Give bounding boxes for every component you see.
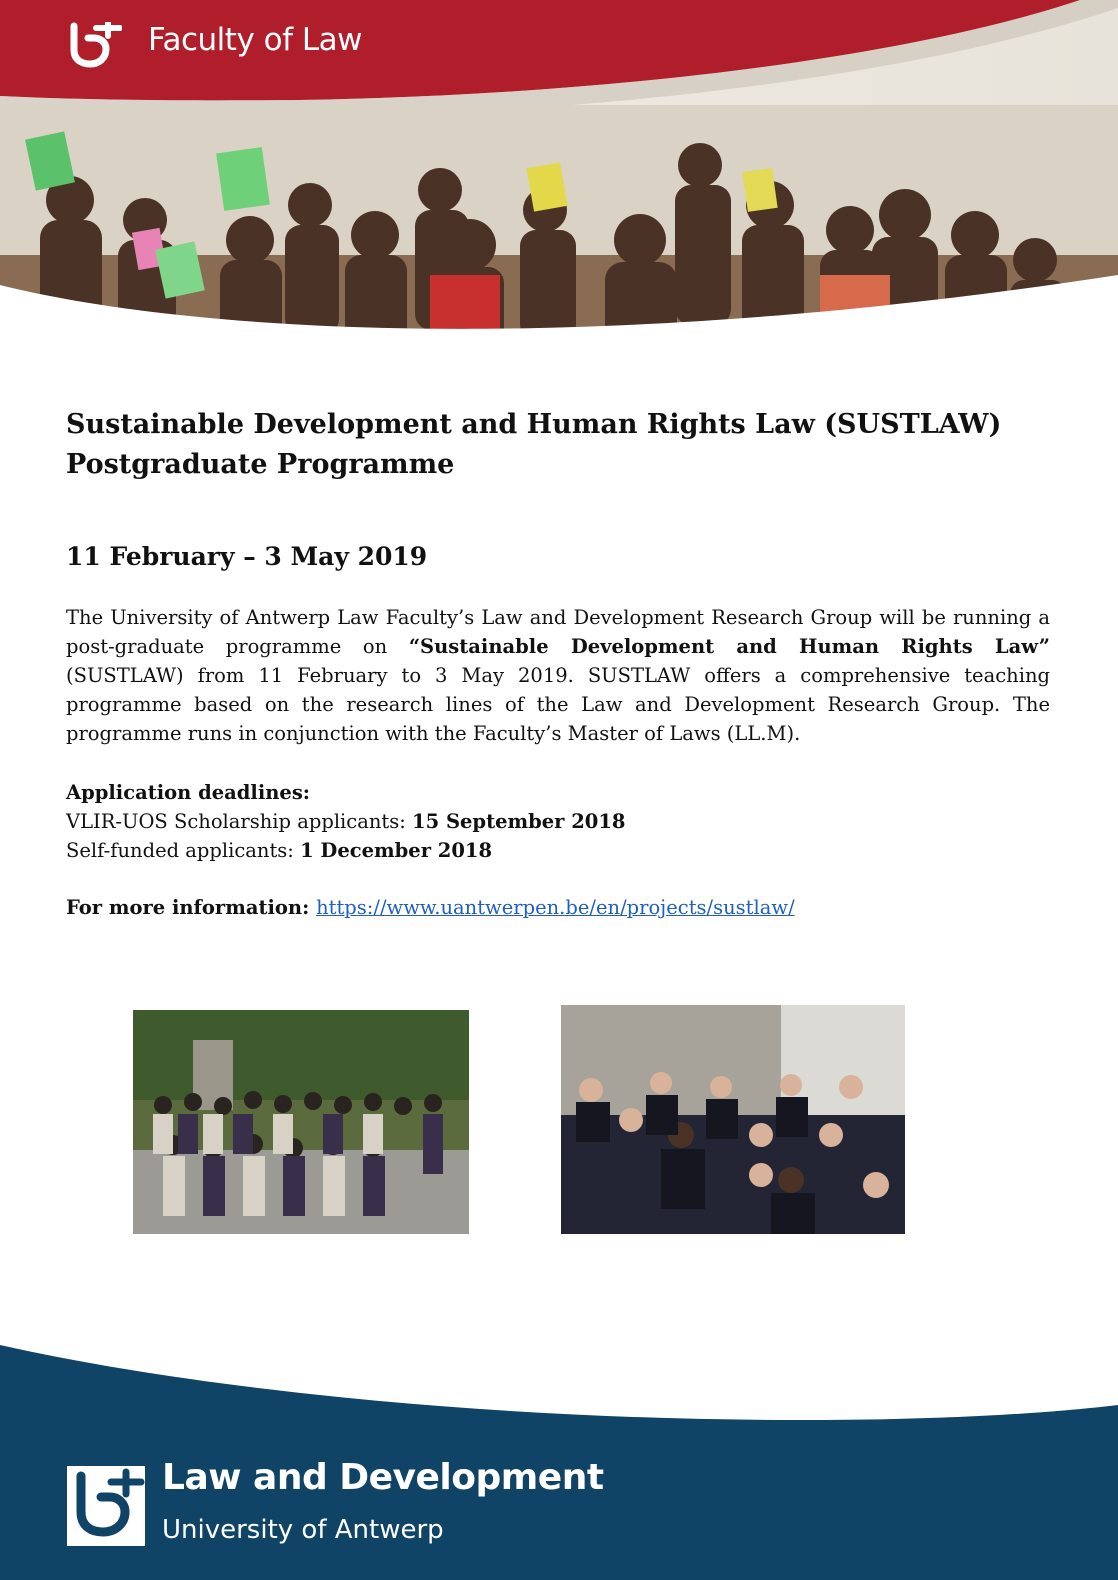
footer-title: Law and Development	[162, 1457, 604, 1498]
intro-part-1: The University of Antwerp Law Faculty’s Law and Development Research Group will be running a post-graduate programme on	[66, 606, 1050, 658]
deadlines-heading: Application deadlines:	[66, 781, 310, 804]
intro-paragraph	[66, 603, 1050, 748]
law-and-development-logo-icon	[67, 1466, 145, 1546]
vlir-deadline: 15 September 2018	[412, 810, 626, 833]
intro-part-2: (SUSTLAW) from 11 February to 3 May 2019. SUSTLAW offers a comprehensive teaching programme based on the research lines of the Law and Development Research Group. The programme runs in conjunction with the Faculty’s Master of Laws (LL.M).	[66, 664, 1050, 745]
intro-programme-name: “Sustainable Development and Human Rights Law”	[408, 635, 1050, 658]
main-content	[66, 405, 1050, 922]
application-deadlines	[66, 778, 1050, 865]
more-info-label: For more information:	[66, 896, 317, 919]
more-info	[66, 893, 1050, 922]
lecture-hall-photo	[561, 1005, 905, 1234]
programme-title	[66, 405, 1050, 485]
header-title: Faculty of Law	[148, 22, 362, 58]
hero-photo	[0, 105, 1118, 345]
programme-dates: 11 February – 3 May 2019	[66, 542, 428, 571]
self-funded-deadline: 1 December 2018	[300, 839, 493, 862]
title-line-2: Postgraduate Programme	[66, 449, 455, 480]
more-info-link[interactable]: https://www.uantwerpen.be/en/projects/sustlaw/	[316, 896, 795, 919]
footer-subtitle: University of Antwerp	[162, 1515, 444, 1545]
vlir-label: VLIR-UOS Scholarship applicants:	[66, 810, 413, 833]
self-funded-label: Self-funded applicants:	[66, 839, 301, 862]
title-line-1: Sustainable Development and Human Rights Law (SUSTLAW)	[66, 409, 1002, 440]
group-photo	[133, 1010, 469, 1234]
university-logo-icon	[66, 22, 122, 68]
